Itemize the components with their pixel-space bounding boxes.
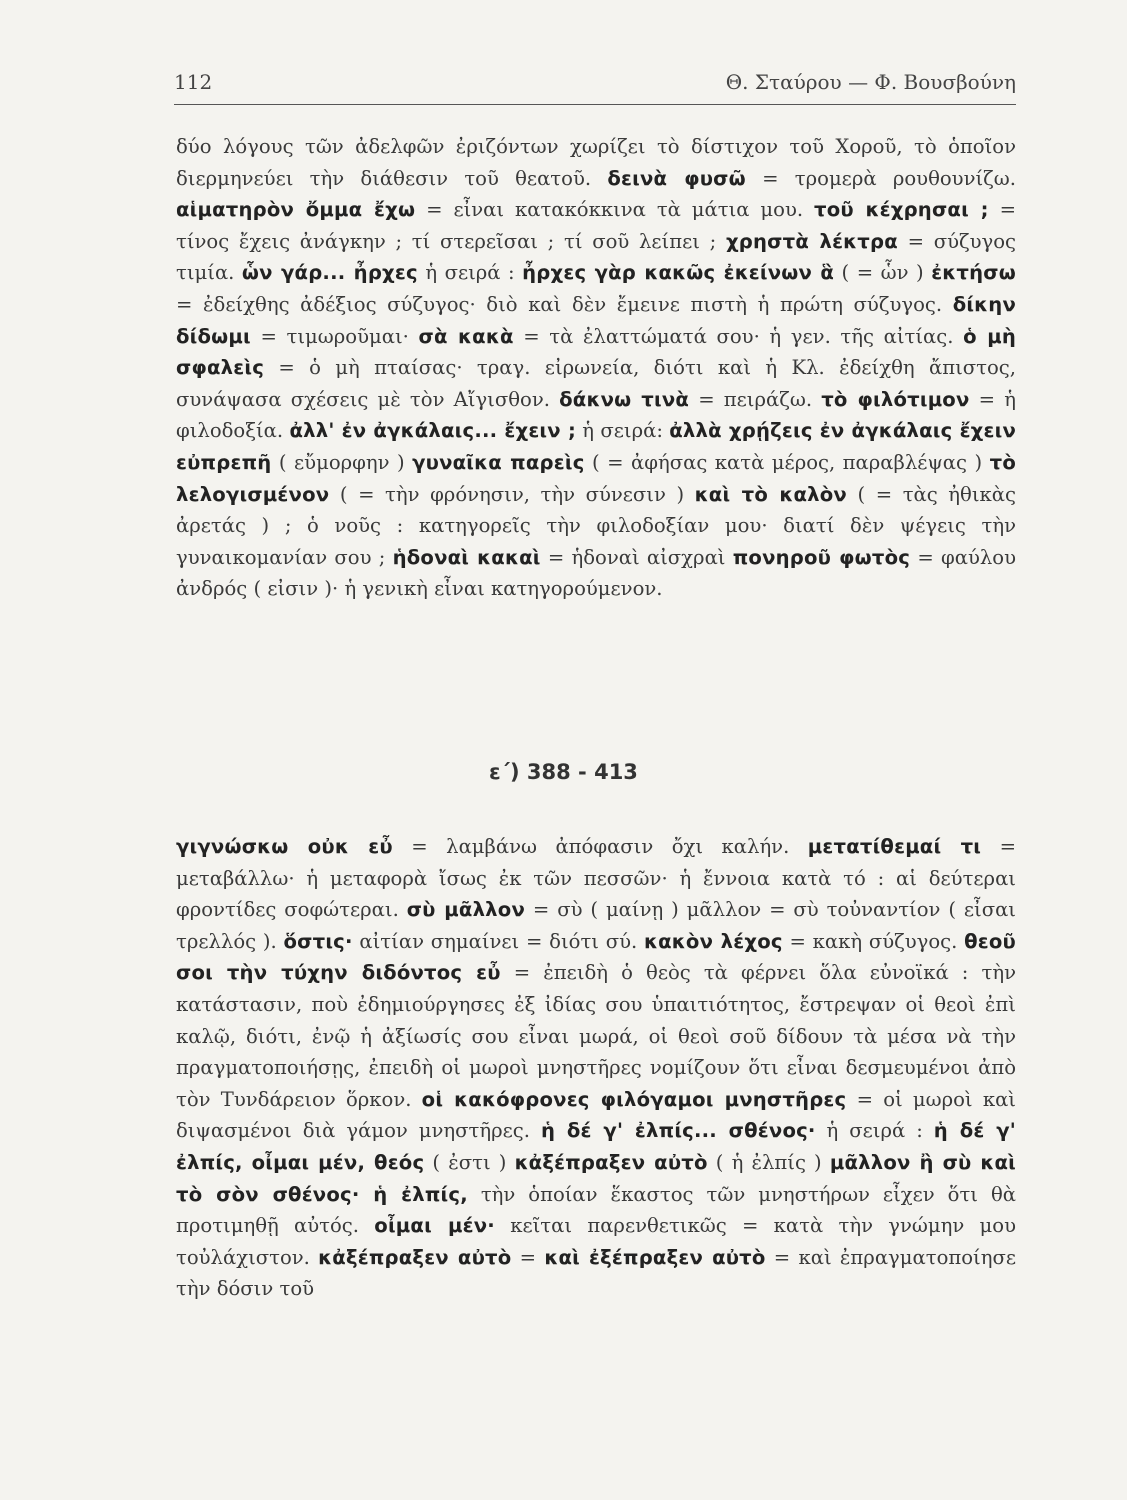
lemma-term: ὧν γάρ... ἦρχες xyxy=(241,261,418,285)
gloss-text: = σὺ ( μαίνῃ ) μᾶλλον = σὺ τοὐναντίον ( εἶσαι τρελλός ). xyxy=(176,898,1016,953)
gloss-text: = τρομερὰ ρουθουνίζω. xyxy=(745,166,1016,190)
lemma-term: ἦρχες γὰρ κακῶς ἐκείνων ἃ xyxy=(522,261,835,285)
lemma-term: τοῦ κέχρησαι ; xyxy=(814,198,989,222)
lemma-term: σὰ κακὰ xyxy=(418,324,514,348)
gloss-text: = τὰ ἐλαττώματά σου· ἡ γεν. τῆς αἰτίας. xyxy=(513,324,964,348)
gloss-text: ( εὔμορφην ) xyxy=(271,450,413,474)
gloss-text: = πειράζω. xyxy=(689,387,822,411)
gloss-text: = ἐδείχθης ἀδέξιος σύζυγος· διὸ καὶ δὲν ἔμεινε πιστὴ ἡ πρώτη σύζυγος. xyxy=(176,292,953,316)
lemma-term: κἀξέπραξεν αὐτὸ xyxy=(318,1245,512,1269)
lemma-term: οἱ κακόφρονες φιλόγαμοι μνηστῆρες xyxy=(421,1087,847,1111)
gloss-text: δύο λόγους τῶν ἀδελφῶν ἐριζόντων χωρίζει τὸ δίστιχον τοῦ Χοροῦ, τὸ ὁποῖον διερμηνεύει τὴν διάθεσιν τοῦ θεατοῦ. xyxy=(176,135,1016,190)
gloss-text: τὴν ὁποίαν ἕκαστος τῶν μνηστήρων εἶχεν ὅτι θὰ προτιμηθῇ αὐτός. xyxy=(176,1182,1016,1238)
lemma-term: κακὸν λέχος xyxy=(644,929,783,953)
lemma-term: χρηστὰ λέκτρα xyxy=(725,229,898,253)
gloss-text: = ἡ φιλοδοξία. xyxy=(176,387,1016,443)
lemma-term: ὅστις· xyxy=(283,929,353,953)
lemma-term: ἡ δέ γ' ἐλπίς... σθένος· xyxy=(540,1119,816,1143)
gloss-text: = λαμβάνω ἀπόφασιν ὄχι καλήν. xyxy=(392,835,808,858)
lemma-term: δάκνω τινὰ xyxy=(559,387,690,411)
page-number: 112 xyxy=(174,70,213,94)
lemma-term: τὸ φιλότιμον xyxy=(821,387,970,411)
gloss-text: = ὁ μὴ πταίσας· τραγ. εἰρωνεία, διότι καὶ ἡ Κλ. ἐδείχθη ἄπιστος, συνάψασα σχέσεις μὲ τὸν Αἴγισθον. xyxy=(176,356,1016,411)
gloss-text: = κακὴ σύζυγος. xyxy=(782,929,965,953)
header-rule xyxy=(174,104,1016,105)
lemma-term: μᾶλλον ἢ σὺ καὶ τὸ σὸν σθένος· ἡ ἐλπίς, xyxy=(176,1150,1017,1206)
gloss-text: ἡ σειρά : xyxy=(417,261,523,285)
lemma-term: ἀλλ' ἐν ἀγκάλαις... ἔχειν ; xyxy=(289,419,576,443)
lemma-term: πονηροῦ φωτὸς xyxy=(732,545,911,569)
gloss-text: ( ἡ ἐλπίς ) xyxy=(707,1150,830,1174)
section-title: ε΄) 388 - 413 xyxy=(489,760,638,784)
lemma-term: σὺ μᾶλλον xyxy=(406,898,525,922)
gloss-text: ( = ἀφήσας κατὰ μέρος, παραβλέψας ) xyxy=(584,450,990,474)
lemma-term: γιγνώσκω οὐκ εὖ xyxy=(176,835,393,858)
lemma-term: κἀξέπραξεν αὐτὸ xyxy=(514,1150,708,1174)
gloss-text: αἰτίαν σημαίνει = διότι σύ. xyxy=(352,929,644,953)
gloss-text: = ἡδοναὶ αἰσχραὶ xyxy=(540,545,733,569)
page-header xyxy=(174,70,1016,94)
gloss-text: ( = τὰς ἠθικὰς ἀρετάς ) ; ὁ νοῦς : κατηγορεῖς τὴν φιλοδοξίαν μου· διατί δὲν ψέγεις τὴν γυναικομανίαν σου ; xyxy=(176,482,1016,569)
commentary-block-2 xyxy=(176,831,1016,1305)
gloss-text: = τίνος ἔχεις ἀνάγκην ; τί στερεῖσαι ; τί σοῦ λείπει ; xyxy=(176,198,1016,253)
commentary-block-1 xyxy=(176,131,1016,605)
gloss-text: ( = ὧν ) xyxy=(834,261,932,285)
gloss-text: κεῖται παρενθετικῶς = κατὰ τὴν γνώμην μου τοὐλάχιστον. xyxy=(176,1214,1017,1269)
lemma-term: ἐκτήσω xyxy=(931,261,1016,285)
lemma-term: καὶ τὸ καλὸν xyxy=(694,482,847,506)
running-title: Θ. Σταύρου — Φ. Βουσβούνη xyxy=(725,70,1016,94)
lemma-term: οἶμαι μέν· xyxy=(374,1214,495,1238)
gloss-text: = οἱ μωροὶ καὶ διψασμένοι διὰ γάμον μνηστῆρες. xyxy=(176,1087,1016,1143)
gloss-text: ( ἐστι ) xyxy=(424,1150,515,1174)
lemma-term: ἡ δέ γ' ἐλπίς, οἶμαι μέν, θεός xyxy=(176,1119,1016,1174)
commentary-paragraph-2 xyxy=(176,831,1016,1305)
lemma-term: ἡδοναὶ κακαὶ xyxy=(392,545,541,569)
gloss-text: = καὶ ἐπραγματοποίησε τὴν δόσιν τοῦ xyxy=(176,1245,1016,1301)
lemma-term: θεοῦ σοι τὴν τύχην διδόντος εὖ xyxy=(176,929,1016,985)
lemma-term: αἱματηρὸν ὄμμα ἔχω xyxy=(176,198,416,222)
lemma-term: δεινὰ φυσῶ xyxy=(607,166,746,190)
gloss-text: = σύζυγος τιμία. xyxy=(176,229,1016,285)
gloss-text: = εἶναι κατακόκκινα τὰ μάτια μου. xyxy=(415,198,815,222)
lemma-term: μετατίθεμαί τι xyxy=(807,835,982,858)
commentary-paragraph-1 xyxy=(176,131,1016,605)
lemma-term: ὁ μὴ σφαλεὶς xyxy=(176,324,1016,380)
gloss-text: ( = τὴν φρόνησιν, τὴν σύνεσιν ) xyxy=(329,482,695,506)
lemma-term: γυναῖκα παρεὶς xyxy=(412,450,585,474)
lemma-term: ἀλλὰ χρῄζεις ἐν ἀγκάλαις ἔχειν εὐπρεπῆ xyxy=(176,419,1016,474)
lemma-term: δίκην δίδωμι xyxy=(176,292,1016,348)
gloss-text: = τιμωροῦμαι· xyxy=(250,324,419,348)
gloss-text: = xyxy=(511,1245,545,1269)
gloss-text: = φαύλου ἀνδρός ( εἰσιν )· ἡ γενικὴ εἶναι κατηγορούμενον. xyxy=(176,545,1016,601)
lemma-term: καὶ ἐξέπραξεν αὐτὸ xyxy=(544,1245,766,1269)
lemma-term: τὸ λελογισμένον xyxy=(176,450,1016,506)
gloss-text: = μεταβάλλω· ἡ μεταφορὰ ἴσως ἐκ τῶν πεσσῶν· ἡ ἔννοια κατὰ τό : αἱ δεύτεραι φροντίδες σοφώτεραι. xyxy=(176,835,1016,922)
gloss-text: = ἐπειδὴ ὁ θεὸς τὰ φέρνει ὅλα εὐνοϊκά : τὴν κατάστασιν, ποὺ ἐδημιούργησες ἐξ ἰδίας σου ὑπαιτιότητος, ἔστρεψαν οἱ θεοὶ ἐπὶ καλῷ, διότι, ἐνῷ ἡ ἀξίωσίς σου εἶναι μωρά, οἱ θεοὶ σοῦ δίδουν τὰ μέσα νὰ τὴν πραγματοποιήσῃς, ἐπειδὴ οἱ μωροὶ μνηστῆρες νομίζουν ὅτι εἶναι δεσμευμένοι ἀπὸ τὸν Τυνδάρειον ὅρκον. xyxy=(176,961,1016,1111)
gloss-text: ἡ σειρά : xyxy=(815,1119,934,1143)
gloss-text: ἡ σειρά: xyxy=(575,419,670,443)
